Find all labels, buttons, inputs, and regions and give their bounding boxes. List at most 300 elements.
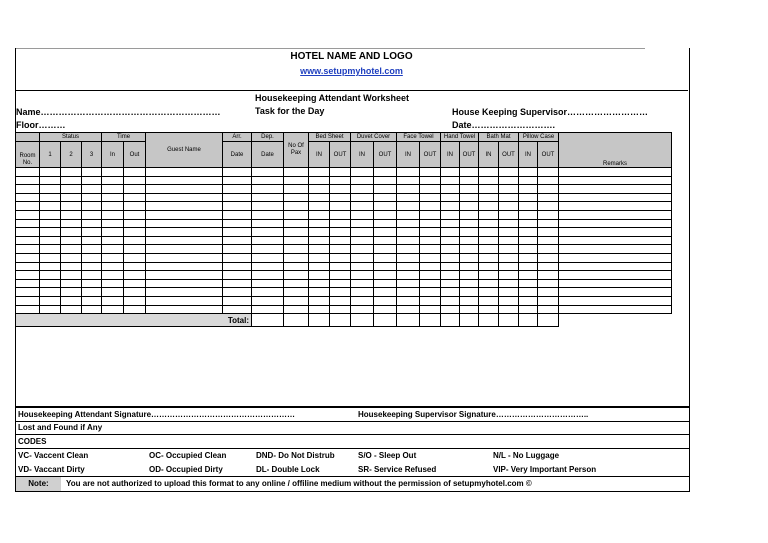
table-cell[interactable] [559, 202, 672, 211]
table-cell[interactable] [397, 210, 420, 219]
table-cell[interactable] [441, 202, 460, 211]
table-cell[interactable] [420, 219, 441, 228]
table-cell[interactable] [559, 228, 672, 237]
table-cell[interactable] [519, 305, 538, 314]
table-cell[interactable] [441, 288, 460, 297]
table-cell[interactable] [499, 271, 519, 280]
table-cell[interactable] [420, 305, 441, 314]
table-cell[interactable] [460, 262, 479, 271]
table-cell[interactable] [309, 168, 330, 177]
table-cell[interactable] [252, 305, 284, 314]
table-cell[interactable] [61, 185, 82, 194]
table-cell[interactable] [460, 193, 479, 202]
table-cell[interactable] [146, 288, 223, 297]
table-cell[interactable] [351, 296, 374, 305]
table-cell[interactable] [124, 168, 146, 177]
table-cell[interactable] [223, 271, 252, 280]
table-cell[interactable] [40, 193, 61, 202]
table-cell[interactable] [223, 305, 252, 314]
table-cell[interactable] [124, 305, 146, 314]
table-cell[interactable] [252, 279, 284, 288]
table-cell[interactable] [374, 176, 397, 185]
table-cell[interactable] [420, 228, 441, 237]
table-cell[interactable] [330, 236, 351, 245]
table-cell[interactable] [82, 236, 102, 245]
table-cell[interactable] [252, 271, 284, 280]
table-cell[interactable] [252, 262, 284, 271]
table-cell[interactable] [252, 288, 284, 297]
table-cell[interactable] [124, 245, 146, 254]
table-cell[interactable] [420, 236, 441, 245]
table-cell[interactable] [538, 228, 559, 237]
table-cell[interactable] [146, 271, 223, 280]
table-cell[interactable] [330, 288, 351, 297]
table-cell[interactable] [499, 236, 519, 245]
table-cell[interactable] [397, 219, 420, 228]
table-cell[interactable] [61, 262, 82, 271]
table-cell[interactable] [284, 279, 309, 288]
table-cell[interactable] [82, 168, 102, 177]
table-cell[interactable] [499, 305, 519, 314]
table-cell[interactable] [61, 253, 82, 262]
table-cell[interactable] [420, 253, 441, 262]
table-cell[interactable] [538, 253, 559, 262]
table-cell[interactable] [519, 288, 538, 297]
table-cell[interactable] [538, 262, 559, 271]
table-cell[interactable] [284, 185, 309, 194]
table-cell[interactable] [420, 193, 441, 202]
table-cell[interactable] [102, 185, 124, 194]
table-cell[interactable] [309, 210, 330, 219]
table-cell[interactable] [374, 219, 397, 228]
table-cell[interactable] [61, 193, 82, 202]
table-cell[interactable] [61, 236, 82, 245]
table-cell[interactable] [538, 193, 559, 202]
table-cell[interactable] [82, 279, 102, 288]
table-cell[interactable] [559, 185, 672, 194]
table-cell[interactable] [499, 253, 519, 262]
table-cell[interactable] [16, 236, 40, 245]
table-cell[interactable] [351, 262, 374, 271]
table-cell[interactable] [223, 228, 252, 237]
table-cell[interactable] [441, 168, 460, 177]
table-cell[interactable] [559, 219, 672, 228]
table-cell[interactable] [40, 279, 61, 288]
table-cell[interactable] [374, 210, 397, 219]
table-cell[interactable] [284, 262, 309, 271]
table-cell[interactable] [309, 228, 330, 237]
table-cell[interactable] [374, 288, 397, 297]
table-cell[interactable] [223, 296, 252, 305]
table-cell[interactable] [479, 168, 499, 177]
table-cell[interactable] [330, 202, 351, 211]
table-cell[interactable] [40, 262, 61, 271]
table-cell[interactable] [40, 210, 61, 219]
table-cell[interactable] [559, 271, 672, 280]
table-cell[interactable] [351, 193, 374, 202]
table-cell[interactable] [538, 271, 559, 280]
table-cell[interactable] [538, 219, 559, 228]
table-cell[interactable] [479, 279, 499, 288]
table-cell[interactable] [124, 262, 146, 271]
table-cell[interactable] [397, 193, 420, 202]
table-cell[interactable] [16, 210, 40, 219]
table-cell[interactable] [309, 296, 330, 305]
table-cell[interactable] [420, 202, 441, 211]
table-cell[interactable] [309, 262, 330, 271]
table-cell[interactable] [460, 296, 479, 305]
table-cell[interactable] [330, 228, 351, 237]
table-cell[interactable] [397, 202, 420, 211]
table-cell[interactable] [559, 210, 672, 219]
table-cell[interactable] [330, 245, 351, 254]
table-cell[interactable] [519, 228, 538, 237]
table-cell[interactable] [351, 271, 374, 280]
table-cell[interactable] [82, 262, 102, 271]
table-cell[interactable] [420, 245, 441, 254]
table-cell[interactable] [479, 305, 499, 314]
table-cell[interactable] [499, 288, 519, 297]
table-cell[interactable] [146, 305, 223, 314]
table-cell[interactable] [519, 168, 538, 177]
table-cell[interactable] [479, 271, 499, 280]
table-cell[interactable] [16, 262, 40, 271]
table-cell[interactable] [559, 253, 672, 262]
table-cell[interactable] [252, 219, 284, 228]
table-cell[interactable] [374, 236, 397, 245]
table-cell[interactable] [499, 245, 519, 254]
table-cell[interactable] [397, 236, 420, 245]
table-cell[interactable] [102, 236, 124, 245]
table-cell[interactable] [397, 176, 420, 185]
table-cell[interactable] [559, 296, 672, 305]
table-cell[interactable] [519, 219, 538, 228]
table-cell[interactable] [82, 185, 102, 194]
table-cell[interactable] [499, 279, 519, 288]
table-cell[interactable] [82, 228, 102, 237]
table-cell[interactable] [124, 236, 146, 245]
table-cell[interactable] [309, 253, 330, 262]
table-cell[interactable] [441, 193, 460, 202]
table-cell[interactable] [330, 168, 351, 177]
table-cell[interactable] [252, 202, 284, 211]
table-cell[interactable] [102, 210, 124, 219]
table-cell[interactable] [284, 219, 309, 228]
table-cell[interactable] [460, 185, 479, 194]
table-cell[interactable] [519, 245, 538, 254]
table-cell[interactable] [538, 236, 559, 245]
table-cell[interactable] [223, 176, 252, 185]
table-cell[interactable] [460, 176, 479, 185]
table-cell[interactable] [61, 176, 82, 185]
table-cell[interactable] [284, 193, 309, 202]
table-cell[interactable] [146, 193, 223, 202]
table-cell[interactable] [499, 168, 519, 177]
table-cell[interactable] [284, 176, 309, 185]
table-cell[interactable] [284, 228, 309, 237]
table-cell[interactable] [351, 210, 374, 219]
table-cell[interactable] [460, 219, 479, 228]
table-cell[interactable] [519, 176, 538, 185]
table-cell[interactable] [559, 236, 672, 245]
table-cell[interactable] [223, 193, 252, 202]
table-cell[interactable] [538, 288, 559, 297]
table-cell[interactable] [499, 228, 519, 237]
table-cell[interactable] [102, 305, 124, 314]
table-cell[interactable] [374, 296, 397, 305]
table-cell[interactable] [309, 202, 330, 211]
table-cell[interactable] [61, 228, 82, 237]
table-cell[interactable] [284, 253, 309, 262]
table-cell[interactable] [309, 176, 330, 185]
table-cell[interactable] [559, 279, 672, 288]
table-cell[interactable] [223, 168, 252, 177]
table-cell[interactable] [309, 279, 330, 288]
table-cell[interactable] [330, 279, 351, 288]
table-cell[interactable] [479, 253, 499, 262]
table-cell[interactable] [309, 305, 330, 314]
table-cell[interactable] [519, 236, 538, 245]
table-cell[interactable] [82, 253, 102, 262]
table-cell[interactable] [16, 305, 40, 314]
table-cell[interactable] [61, 219, 82, 228]
table-cell[interactable] [420, 185, 441, 194]
table-cell[interactable] [351, 228, 374, 237]
table-cell[interactable] [479, 185, 499, 194]
table-cell[interactable] [309, 236, 330, 245]
website-link[interactable]: www.setupmyhotel.com [300, 66, 403, 76]
table-cell[interactable] [223, 262, 252, 271]
table-cell[interactable] [124, 279, 146, 288]
table-cell[interactable] [538, 296, 559, 305]
table-cell[interactable] [124, 288, 146, 297]
table-cell[interactable] [397, 253, 420, 262]
table-cell[interactable] [479, 288, 499, 297]
table-cell[interactable] [397, 271, 420, 280]
table-cell[interactable] [330, 271, 351, 280]
table-cell[interactable] [441, 236, 460, 245]
table-cell[interactable] [460, 279, 479, 288]
table-cell[interactable] [146, 210, 223, 219]
table-cell[interactable] [397, 228, 420, 237]
table-cell[interactable] [146, 253, 223, 262]
table-cell[interactable] [82, 176, 102, 185]
table-cell[interactable] [146, 236, 223, 245]
table-cell[interactable] [559, 176, 672, 185]
table-cell[interactable] [284, 168, 309, 177]
table-cell[interactable] [61, 202, 82, 211]
table-cell[interactable] [102, 296, 124, 305]
table-cell[interactable] [82, 296, 102, 305]
table-cell[interactable] [309, 185, 330, 194]
table-cell[interactable] [397, 262, 420, 271]
table-cell[interactable] [330, 210, 351, 219]
table-cell[interactable] [374, 185, 397, 194]
table-cell[interactable] [252, 193, 284, 202]
table-cell[interactable] [16, 245, 40, 254]
table-cell[interactable] [441, 185, 460, 194]
table-cell[interactable] [16, 296, 40, 305]
table-cell[interactable] [124, 228, 146, 237]
table-cell[interactable] [309, 271, 330, 280]
table-cell[interactable] [16, 271, 40, 280]
table-cell[interactable] [124, 271, 146, 280]
table-cell[interactable] [351, 202, 374, 211]
table-cell[interactable] [460, 168, 479, 177]
table-cell[interactable] [479, 262, 499, 271]
table-cell[interactable] [374, 245, 397, 254]
table-cell[interactable] [61, 296, 82, 305]
table-cell[interactable] [397, 245, 420, 254]
table-cell[interactable] [124, 296, 146, 305]
table-cell[interactable] [146, 219, 223, 228]
table-cell[interactable] [460, 202, 479, 211]
table-cell[interactable] [460, 271, 479, 280]
table-cell[interactable] [538, 210, 559, 219]
table-cell[interactable] [102, 253, 124, 262]
table-cell[interactable] [499, 210, 519, 219]
table-cell[interactable] [40, 253, 61, 262]
table-cell[interactable] [397, 288, 420, 297]
table-cell[interactable] [102, 245, 124, 254]
table-cell[interactable] [252, 236, 284, 245]
table-cell[interactable] [40, 296, 61, 305]
table-cell[interactable] [124, 210, 146, 219]
table-cell[interactable] [460, 288, 479, 297]
table-cell[interactable] [397, 305, 420, 314]
table-cell[interactable] [40, 305, 61, 314]
table-cell[interactable] [374, 271, 397, 280]
table-cell[interactable] [102, 202, 124, 211]
table-cell[interactable] [284, 305, 309, 314]
table-cell[interactable] [61, 305, 82, 314]
table-cell[interactable] [61, 210, 82, 219]
table-cell[interactable] [61, 288, 82, 297]
table-cell[interactable] [397, 279, 420, 288]
table-cell[interactable] [223, 253, 252, 262]
table-cell[interactable] [146, 168, 223, 177]
table-cell[interactable] [124, 219, 146, 228]
table-cell[interactable] [16, 176, 40, 185]
table-cell[interactable] [330, 193, 351, 202]
table-cell[interactable] [420, 168, 441, 177]
table-cell[interactable] [499, 296, 519, 305]
table-cell[interactable] [223, 185, 252, 194]
table-cell[interactable] [420, 296, 441, 305]
table-cell[interactable] [124, 176, 146, 185]
table-cell[interactable] [309, 193, 330, 202]
table-cell[interactable] [252, 210, 284, 219]
table-cell[interactable] [441, 262, 460, 271]
table-cell[interactable] [351, 288, 374, 297]
table-cell[interactable] [351, 176, 374, 185]
table-cell[interactable] [102, 228, 124, 237]
table-cell[interactable] [102, 279, 124, 288]
table-cell[interactable] [146, 296, 223, 305]
table-cell[interactable] [284, 202, 309, 211]
table-cell[interactable] [102, 219, 124, 228]
table-cell[interactable] [309, 219, 330, 228]
table-cell[interactable] [40, 185, 61, 194]
table-cell[interactable] [102, 288, 124, 297]
table-cell[interactable] [420, 176, 441, 185]
table-cell[interactable] [223, 279, 252, 288]
table-cell[interactable] [441, 271, 460, 280]
table-cell[interactable] [330, 296, 351, 305]
table-cell[interactable] [397, 168, 420, 177]
table-cell[interactable] [519, 202, 538, 211]
table-cell[interactable] [146, 262, 223, 271]
table-cell[interactable] [479, 193, 499, 202]
table-cell[interactable] [420, 279, 441, 288]
table-cell[interactable] [538, 245, 559, 254]
table-cell[interactable] [82, 245, 102, 254]
table-cell[interactable] [460, 236, 479, 245]
table-cell[interactable] [16, 288, 40, 297]
table-cell[interactable] [499, 262, 519, 271]
table-cell[interactable] [519, 271, 538, 280]
table-cell[interactable] [102, 271, 124, 280]
table-cell[interactable] [82, 288, 102, 297]
table-cell[interactable] [284, 288, 309, 297]
table-cell[interactable] [441, 176, 460, 185]
table-cell[interactable] [82, 202, 102, 211]
table-cell[interactable] [351, 279, 374, 288]
table-cell[interactable] [284, 245, 309, 254]
table-cell[interactable] [519, 193, 538, 202]
table-cell[interactable] [479, 210, 499, 219]
table-cell[interactable] [374, 253, 397, 262]
table-cell[interactable] [124, 185, 146, 194]
table-cell[interactable] [146, 202, 223, 211]
table-cell[interactable] [351, 305, 374, 314]
table-cell[interactable] [146, 185, 223, 194]
table-cell[interactable] [40, 288, 61, 297]
table-cell[interactable] [252, 185, 284, 194]
table-cell[interactable] [374, 279, 397, 288]
table-cell[interactable] [16, 253, 40, 262]
table-cell[interactable] [374, 305, 397, 314]
table-cell[interactable] [82, 305, 102, 314]
table-cell[interactable] [40, 219, 61, 228]
table-cell[interactable] [374, 262, 397, 271]
table-cell[interactable] [479, 202, 499, 211]
table-cell[interactable] [519, 296, 538, 305]
table-cell[interactable] [61, 271, 82, 280]
table-cell[interactable] [223, 236, 252, 245]
table-cell[interactable] [374, 168, 397, 177]
table-cell[interactable] [499, 185, 519, 194]
table-cell[interactable] [252, 168, 284, 177]
table-cell[interactable] [82, 219, 102, 228]
table-cell[interactable] [559, 305, 672, 314]
table-cell[interactable] [441, 279, 460, 288]
table-cell[interactable] [351, 236, 374, 245]
table-cell[interactable] [330, 176, 351, 185]
table-cell[interactable] [420, 271, 441, 280]
table-cell[interactable] [16, 202, 40, 211]
table-cell[interactable] [559, 262, 672, 271]
table-cell[interactable] [124, 202, 146, 211]
table-cell[interactable] [40, 202, 61, 211]
table-cell[interactable] [16, 279, 40, 288]
table-cell[interactable] [420, 262, 441, 271]
table-cell[interactable] [102, 168, 124, 177]
table-cell[interactable] [252, 296, 284, 305]
table-cell[interactable] [102, 176, 124, 185]
table-cell[interactable] [16, 185, 40, 194]
table-cell[interactable] [519, 185, 538, 194]
